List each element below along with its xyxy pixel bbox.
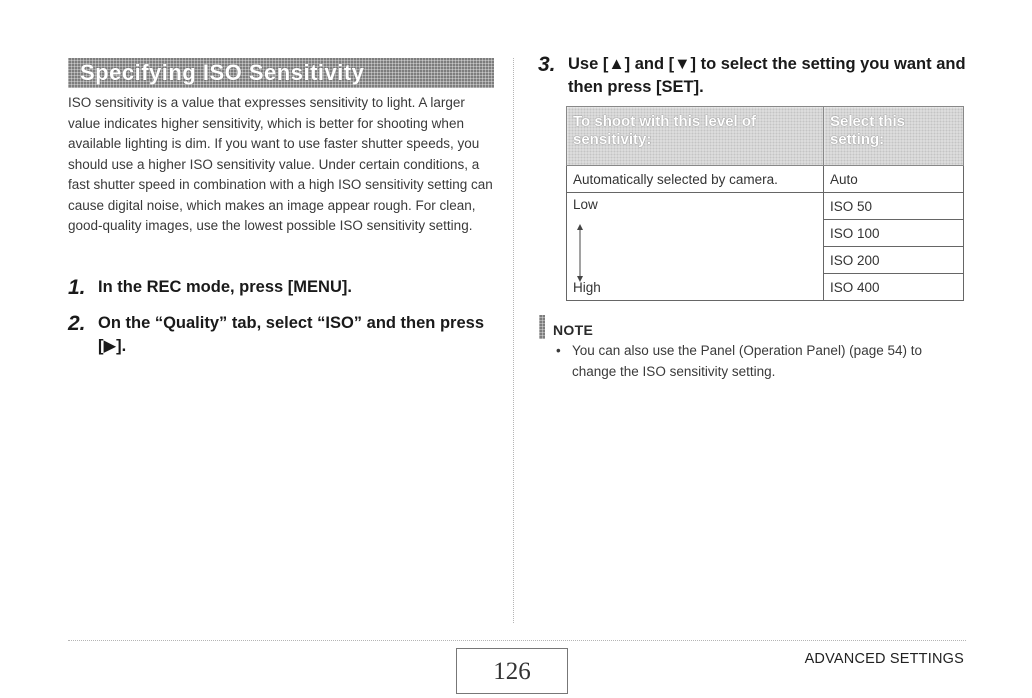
step-1-number: 1. — [68, 276, 86, 299]
table-cell-setting: ISO 100 — [824, 220, 964, 247]
range-high-label: High — [573, 280, 601, 295]
low-to-high-arrow-icon — [575, 223, 585, 283]
note-marker — [539, 315, 545, 339]
intro-paragraph: ISO sensitivity is a value that expresses sensitivity to light. A larger value indicates higher sensitivity, which is better for shooting when available lighting is dim. If you want to use faster shutter speeds, you should use a higher ISO sensitivity value. Under certain conditions, a fast shutter speed in combination with a high ISO sensitivity setting can cause digital noise, which makes an image appear rough. For clean, good-quality images, use the lowest possible ISO sensitivity setting. — [68, 95, 493, 233]
table-row — [567, 166, 964, 193]
step-2-text: On the “Quality” tab, select “ISO” and then press [▶]. — [98, 314, 485, 355]
table-row — [567, 193, 964, 220]
range-low-label: Low — [573, 197, 598, 212]
table-header-setting: Select this setting: — [824, 107, 964, 166]
section-title-bar — [68, 58, 494, 88]
step-1-text: In the REC mode, press [MENU]. — [98, 278, 352, 296]
step-2 — [68, 312, 488, 358]
step-2-number: 2. — [68, 312, 86, 335]
step-3 — [538, 53, 978, 99]
footer-section-name: ADVANCED SETTINGS — [804, 651, 964, 667]
note-bullet: • — [556, 343, 561, 358]
note-item — [556, 340, 970, 382]
sensitivity-range-cell — [567, 193, 824, 301]
table-header-level: To shoot with this level of sensitivity: — [567, 107, 824, 166]
table-header-row — [567, 107, 964, 166]
footer-rule — [68, 640, 966, 641]
table-cell-setting: ISO 400 — [824, 274, 964, 301]
table-cell-level: Automatically selected by camera. — [567, 166, 824, 193]
table-cell-setting: ISO 50 — [824, 193, 964, 220]
note-title: NOTE — [553, 322, 594, 338]
page-number-box — [456, 648, 568, 694]
table-cell-setting: ISO 200 — [824, 247, 964, 274]
step-3-number: 3. — [538, 53, 556, 76]
step-1 — [68, 276, 498, 299]
page-number: 126 — [493, 658, 531, 685]
iso-sensitivity-table — [566, 106, 964, 301]
note-text: You can also use the Panel (Operation Panel) (page 54) to change the ISO sensitivity setting. — [572, 343, 922, 379]
step-3-text: Use [▲] and [▼] to select the setting you want and then press [SET]. — [568, 55, 966, 96]
section-title: Specifying ISO Sensitivity — [80, 60, 365, 85]
table-cell-setting: Auto — [824, 166, 964, 193]
column-divider — [513, 58, 514, 623]
